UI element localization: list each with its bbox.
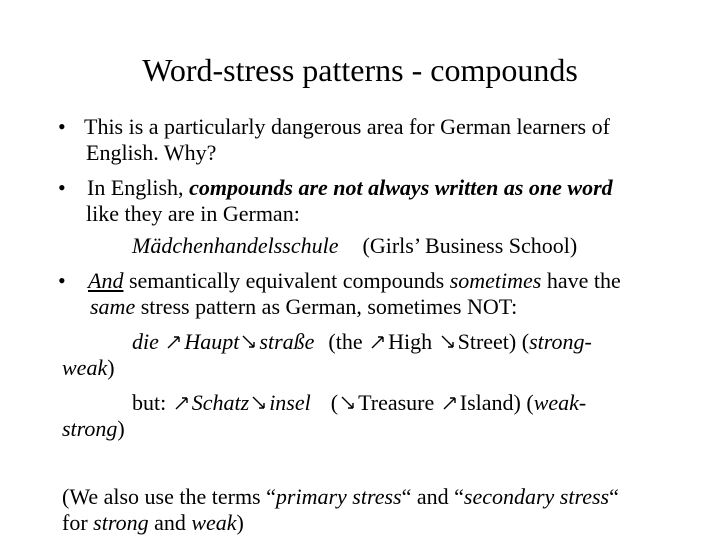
bullet-3-text: semantically equivalent compounds (123, 268, 450, 293)
bullet-3-text-end: have the (541, 268, 621, 293)
note-close: ) (236, 510, 244, 535)
example-insel: insel (269, 390, 311, 415)
example-maedchen-line (132, 233, 577, 259)
example-but: but: (132, 390, 172, 415)
example-weak: weak (62, 355, 108, 380)
example-hauptstrasse-line (132, 329, 592, 355)
slide-title: Word-stress patterns - compounds (142, 52, 578, 88)
example-treasure: Treasure (358, 390, 440, 415)
bullet-3-line-2 (90, 294, 517, 320)
example-weak-2: weak- (533, 390, 587, 415)
bullet-2-emphasis: compounds are not always written as one word (189, 175, 613, 200)
bullet-1-line-1: This is a particularly dangerous area for German learners of (84, 114, 610, 139)
bullet-marker: • (58, 268, 66, 293)
note-strong: strong (93, 510, 149, 535)
example-island: Island) ( (459, 390, 534, 415)
example-high: High (388, 329, 438, 354)
example-schatzinsel-line (132, 390, 586, 416)
note-and: and (148, 510, 192, 535)
example-schatzinsel-wrap (62, 416, 125, 442)
example-strong: strong- (529, 329, 592, 354)
example-hauptstrasse-wrap (62, 355, 115, 381)
primary-stress-arrow-icon (165, 333, 183, 351)
secondary-stress-arrow-icon (240, 333, 258, 351)
primary-stress-arrow-icon (369, 333, 387, 351)
note-weak: weak (191, 510, 237, 535)
note-for: for (62, 510, 94, 535)
example-schatz: Schatz (191, 390, 250, 415)
bullet-marker: • (58, 114, 66, 139)
bullet-2-text: In English, (87, 175, 190, 200)
example-open: ( (330, 390, 339, 415)
bullet-3-same: same (90, 294, 136, 319)
bullet-3-text-2: stress pattern as German, sometimes NOT: (135, 294, 518, 319)
bullet-1-line-2: English. Why? (86, 140, 217, 165)
secondary-stress-arrow-icon (339, 394, 357, 412)
example-haupt: Haupt (184, 329, 240, 354)
note-line-1 (62, 484, 619, 510)
note-secondary: secondary stress (463, 484, 610, 509)
bullet-3-line-1 (88, 268, 621, 294)
bullet-3-sometimes: sometimes (449, 268, 542, 293)
secondary-stress-arrow-icon (439, 333, 457, 351)
example-die: die (132, 329, 165, 354)
note-text-mid: “ and “ (401, 484, 464, 509)
bullet-marker: • (58, 175, 66, 200)
example-the: (the (328, 329, 369, 354)
primary-stress-arrow-icon (173, 394, 191, 412)
bullet-2-line-2: like they are in German: (86, 201, 300, 226)
bullet-3-and: And (88, 268, 124, 293)
note-primary: primary stress (275, 484, 402, 509)
primary-stress-arrow-icon (441, 394, 459, 412)
example-gloss: (Girls’ Business School) (362, 233, 578, 258)
example-close: ) (107, 355, 115, 380)
note-line-2 (62, 510, 244, 536)
note-text: (We also use the terms “ (62, 484, 276, 509)
example-street: Street) ( (457, 329, 530, 354)
secondary-stress-arrow-icon (250, 394, 268, 412)
example-strasse: straße (259, 329, 315, 354)
example-german-word: Mädchenhandelsschule (132, 233, 339, 258)
bullet-2-line-1 (87, 175, 613, 201)
note-text-end: “ (609, 484, 619, 509)
example-close-2: ) (117, 416, 125, 441)
example-strong-2: strong (62, 416, 118, 441)
